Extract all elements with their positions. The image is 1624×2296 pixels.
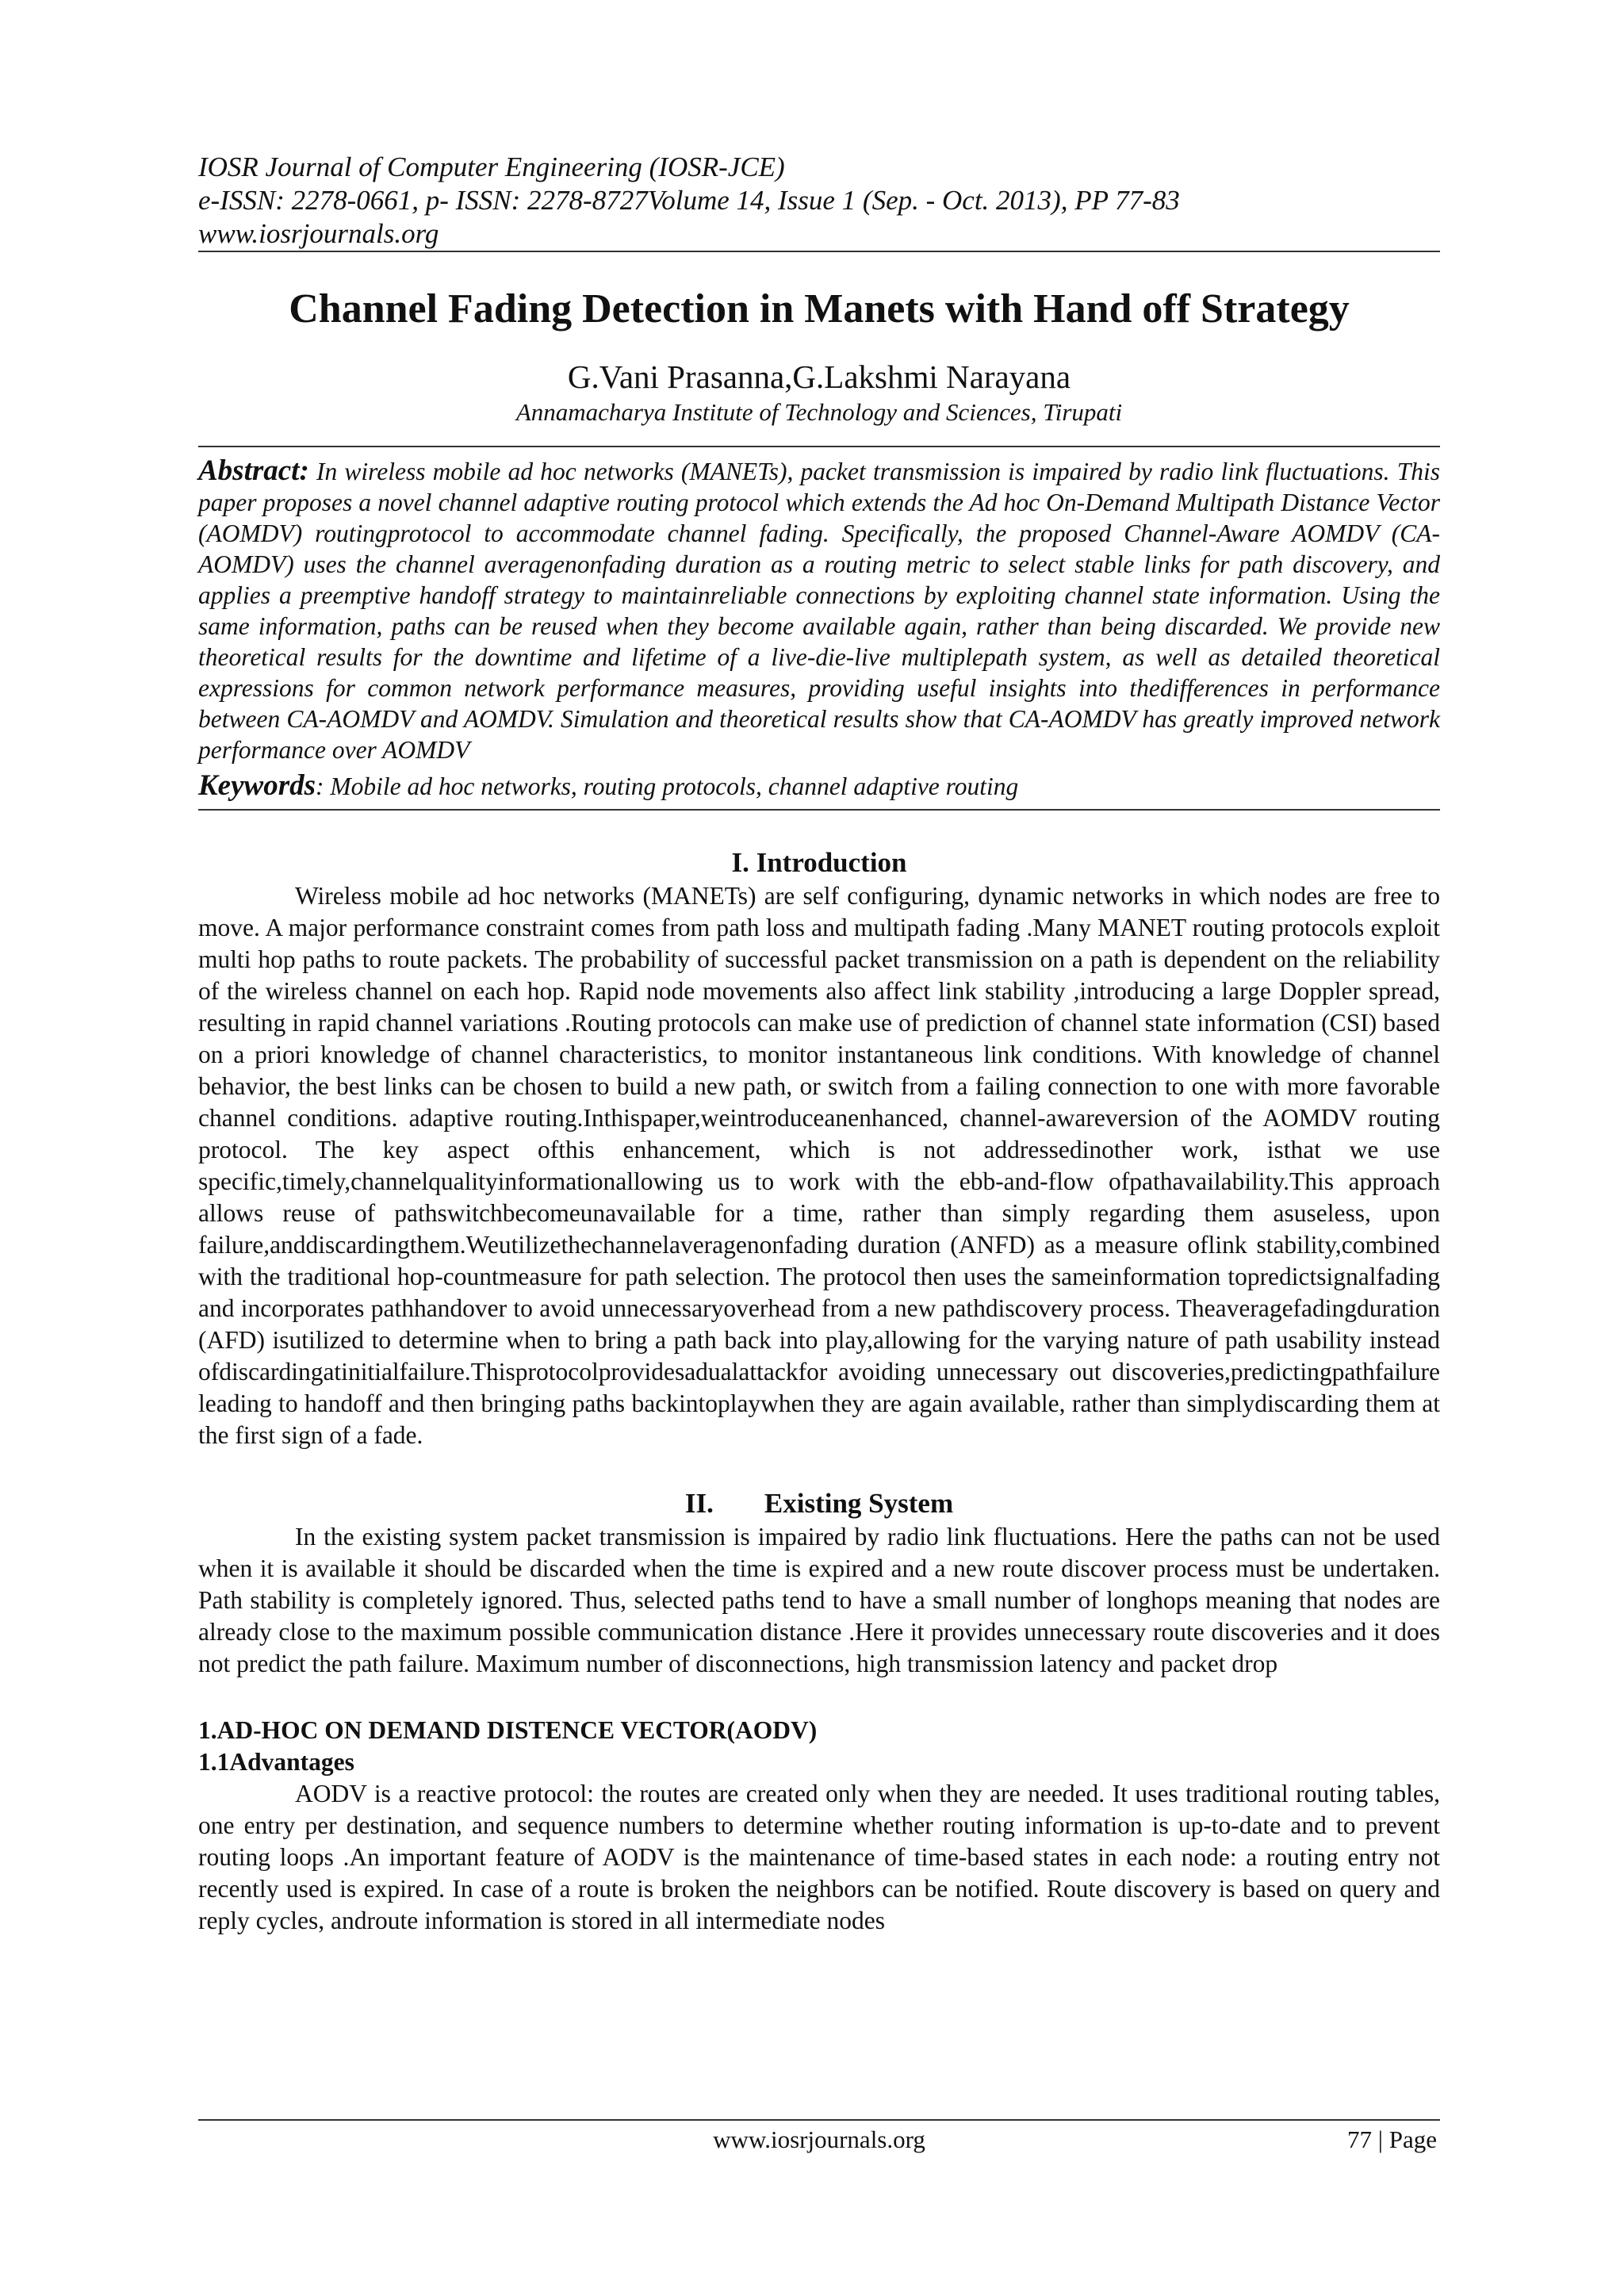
section-heading-introduction: I. Introduction [731, 847, 907, 878]
abstract-bottom-divider [198, 809, 1440, 811]
paper-page [198, 151, 1440, 1937]
paper-affiliation: Annamacharya Institute of Technology and Sciences, Tirupati [515, 398, 1123, 426]
subsection-heading-aodv: 1.AD-HOC ON DEMAND DISTENCE VECTOR(AODV) [198, 1716, 818, 1744]
abstract [198, 447, 1440, 770]
section-heading-existing-system [198, 1486, 1440, 1521]
page-number: 77 | Page [1347, 2125, 1437, 2153]
footer-divider [198, 2119, 1440, 2121]
journal-issn: e-ISSN: 2278-0661, p- ISSN: 2278-8727Volume 14, Issue 1 (Sep. - Oct. 2013), PP 77-83 [198, 185, 1180, 216]
section-number: II. [684, 1488, 714, 1519]
abstract-label: Abstract: [198, 454, 309, 487]
subsection-heading-advantages: 1.1Advantages [198, 1748, 354, 1776]
keywords-label: Keywords [198, 769, 316, 802]
journal-website: www.iosrjournals.org [198, 218, 439, 249]
paper-title: Channel Fading Detection in Manets with Hand off Strategy [289, 286, 1350, 332]
keywords [198, 770, 1440, 803]
keywords-text: : Mobile ad hoc networks, routing protocols, channel adaptive routing [316, 772, 1019, 800]
paper-authors: G.Vani Prasanna,G.Lakshmi Narayana [567, 358, 1071, 395]
journal-name: IOSR Journal of Computer Engineering (IOSR-JCE) [198, 151, 785, 182]
section-title: Existing System [764, 1488, 954, 1519]
journal-header [198, 151, 1440, 251]
existing-system-paragraph: In the existing system packet transmission is impaired by radio link fluctuations. Here the paths can not be used when it is available it should be discarded when the time is expired and a new route discover process must be undertaken. Path stability is completely ignored. Thus, selected paths tend to have a small number of longhops meaning that nodes are already close to the maximum possible communication distance .Here it provides unnecessary route discoveries and it does not predict the path failure. Maximum number of disconnections, high transmission latency and packet drop [198, 1523, 1440, 1677]
aodv-paragraph: AODV is a reactive protocol: the routes are created only when they are needed. It uses traditional routing tables, one entry per destination, and sequence numbers to determine whether routing information is up-to-date and to prevent routing loops .An important feature of AODV is the maintenance of time-based states in each node: a routing entry not recently used is expired. In case of a route is broken the neighbors can be notified. Route discovery is based on query and reply cycles, androute information is stored in all intermediate nodes [198, 1780, 1440, 1934]
introduction-paragraph: Wireless mobile ad hoc networks (MANETs) are self configuring, dynamic networks in which nodes are free to move. A major performance constraint comes from path loss and multipath fading .Many MANET routing protocols exploit multi hop paths to route packets. The probability of successful packet transmission on a path is dependent on the reliability of the wireless channel on each hop. Rapid node movements also affect link stability ,introducing a large Doppler spread, resulting in rapid channel variations .Routing protocols can make use of prediction of channel state information (CSI) based on a priori knowledge of channel characteristics, to monitor instantaneous link conditions. With knowledge of channel behavior, the best links can be chosen to build a new path, or switch from a failing connection to one with more favorable channel conditions. adaptive routing.Inthispaper,weintroduceanenhanced, channel-awareversion of the AOMDV routing protocol. The key aspect ofthis enhancement, which is not addressedinother work, isthat we use specific,timely,channelqualityinformationallowing us to work with the ebb-and-flow ofpathavailability.This approach allows reuse of pathswitchbecomeunavailable for a time, rather than simply regarding them asuseless, upon failure,anddiscardingthem.Weutilizethechannelaveragenonfading duration (ANFD) as a measure oflink stability,combined with the traditional hop-countmeasure for path selection. The protocol then uses the sameinformation topredictsignalfading and incorporates pathhandover to avoid unnecessaryoverhead from a new pathdiscovery process. Theaveragefadingduration (AFD) isutilized to determine when to bring a path back into play,allowing for the varying nature of path usability instead ofdiscardingatinitialfailure.Thisprotocolprovidesadualattackfor avoiding unnecessary out discoveries,predictingpathfailure leading to handoff and then bringing paths backintoplaywhen they are again available, rather than simplydiscarding them at the first sign of a fade. [198, 882, 1440, 1449]
header-divider [198, 251, 1440, 252]
footer-website: www.iosrjournals.org [713, 2125, 925, 2153]
abstract-text: In wireless mobile ad hoc networks (MANETs), packet transmission is impaired by radio link fluctuations. This paper proposes a novel channel adaptive routing protocol which extends the Ad hoc On-Demand Multipath Distance Vector (AOMDV) routingprotocol to accommodate channel fading. Specifically, the proposed Channel-Aware AOMDV (CA-AOMDV) uses the channel averagenonfading duration as a routing metric to select stable links for path discovery, and applies a preemptive handoff strategy to maintainreliable connections by exploiting channel state information. Using the same information, paths can be reused when they become available again, rather than being discarded. We provide new theoretical results for the downtime and lifetime of a live-die-live multiplepath system, as well as detailed theoretical expressions for common network performance measures, providing useful insights into thedifferences in performance between CA-AOMDV and AOMDV. Simulation and theoretical results show that CA-AOMDV has greatly improved network performance over AOMDV [198, 458, 1441, 764]
